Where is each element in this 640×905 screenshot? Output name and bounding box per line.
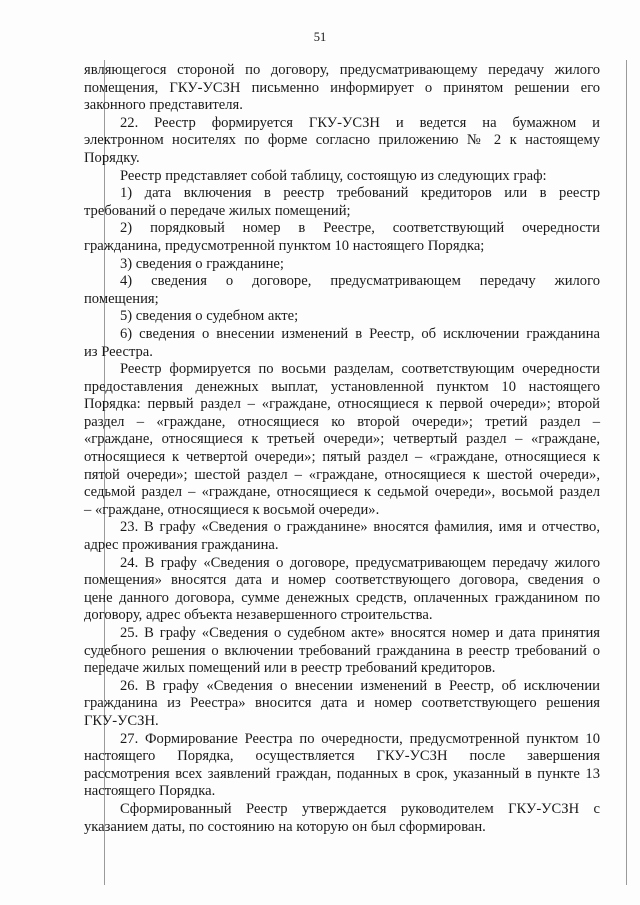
text-line: гражданина, предусмотренной пунктом 10 настоящего Порядка; — [84, 237, 485, 254]
text-line: предоставления денежных выплат, установленной пунктом 10 настоящего — [84, 378, 600, 395]
text-line: 4) сведения о договоре, предусматривающем передачу жилого — [120, 273, 600, 290]
text-line: являющегося стороной по договору, предусматривающему передачу жилого — [84, 62, 600, 78]
text-line: седьмой раздел – «граждане, относящиеся к седьмой очереди», восьмой раздел — [84, 484, 600, 501]
text-line: 24. В графу «Сведения о договоре, предусматривающем передачу жилого — [120, 554, 600, 571]
text-line: настоящего Порядка, осуществляется ГКУ-УСЗН после завершения — [84, 748, 600, 765]
document-body — [84, 62, 600, 836]
text-line: рассмотрения всех заявлений граждан, поданных в срок, указанный в пункте 13 — [84, 765, 600, 782]
text-line: указанием даты, по состоянию на которую он был сформирован. — [84, 818, 486, 835]
text-line: законного представителя. — [84, 97, 243, 114]
text-line: 27. Формирование Реестра по очередности, предусмотренной пунктом 10 — [120, 730, 600, 747]
text-line: относящиеся к четвертой очереди»; пятый раздел – «граждане, относящиеся к — [84, 449, 600, 466]
text-line: 6) сведения о внесении изменений в Реестр, об исключении гражданина — [120, 325, 600, 342]
text-line: Реестр формируется по восьми разделам, соответствующим очередности — [120, 361, 600, 378]
text-line: раздел – «граждане, относящиеся ко второй очереди»; третий раздел – — [84, 413, 600, 430]
text-line: – «граждане, относящиеся к восьмой очереди». — [84, 501, 380, 518]
text-line: Порядка: первый раздел – «граждане, относящиеся к первой очереди»; второй — [84, 396, 600, 413]
text-line: цене данного договора, сумме денежных средств, оплаченных гражданином по — [84, 589, 600, 606]
text-line: из Реестра. — [84, 343, 153, 360]
text-line: судебного решения о включении требований гражданина в реестр требований о — [84, 642, 600, 659]
text-line: требований о передаче жилых помещений; — [84, 202, 351, 219]
text-line: 5) сведения о судебном акте; — [120, 308, 299, 325]
text-line: 26. В графу «Сведения о внесении изменений в Реестр, об исключении — [120, 677, 600, 694]
text-line: помещения; — [84, 290, 159, 307]
text-line: 1) дата включения в реестр требований кредиторов или в реестр — [120, 185, 600, 202]
text-line: пятой очереди»; шестой раздел – «граждане, относящиеся к шестой очереди», — [84, 466, 600, 483]
text-line: Сформированный Реестр утверждается руководителем ГКУ-УСЗН с — [120, 800, 600, 817]
text-line: 22. Реестр формируется ГКУ-УСЗН и ведется на бумажном и — [120, 114, 600, 131]
scan-edge-line — [626, 60, 627, 885]
text-line: Порядку. — [84, 149, 140, 166]
text-line: договору, адрес объекта незавершенного строительства. — [84, 607, 433, 624]
text-line: гражданина из Реестра» вносится дата и номер соответствующего решения — [84, 695, 600, 712]
text-line: ГКУ-УСЗН. — [84, 712, 159, 729]
text-line: электронном носителях по форме согласно приложению № 2 к настоящему — [84, 132, 600, 149]
text-line: передаче жилых помещений или в реестр требований кредиторов. — [84, 660, 496, 677]
text-line: помещения» вносятся дата и номер соответствующего договора, сведения о — [84, 572, 600, 589]
text-line: 23. В графу «Сведения о гражданине» вносятся фамилия, имя и отчество, — [120, 519, 600, 536]
text-line: помещения, ГКУ-УСЗН письменно информирует о принятом решении его — [84, 79, 600, 96]
text-line: 25. В графу «Сведения о судебном акте» вносятся номер и дата принятия — [120, 625, 600, 641]
text-line: «граждане, относящиеся к третьей очереди»; четвертый раздел – «граждане, — [84, 431, 600, 448]
page-number: 51 — [313, 30, 327, 44]
text-line: Реестр представляет собой таблицу, состоящую из следующих граф: — [120, 167, 547, 184]
text-line: 3) сведения о гражданине; — [120, 255, 284, 272]
text-line: настоящего Порядка. — [84, 783, 216, 800]
text-line: адрес проживания гражданина. — [84, 537, 279, 554]
text-line: 2) порядковый номер в Реестре, соответствующий очередности — [120, 220, 600, 237]
